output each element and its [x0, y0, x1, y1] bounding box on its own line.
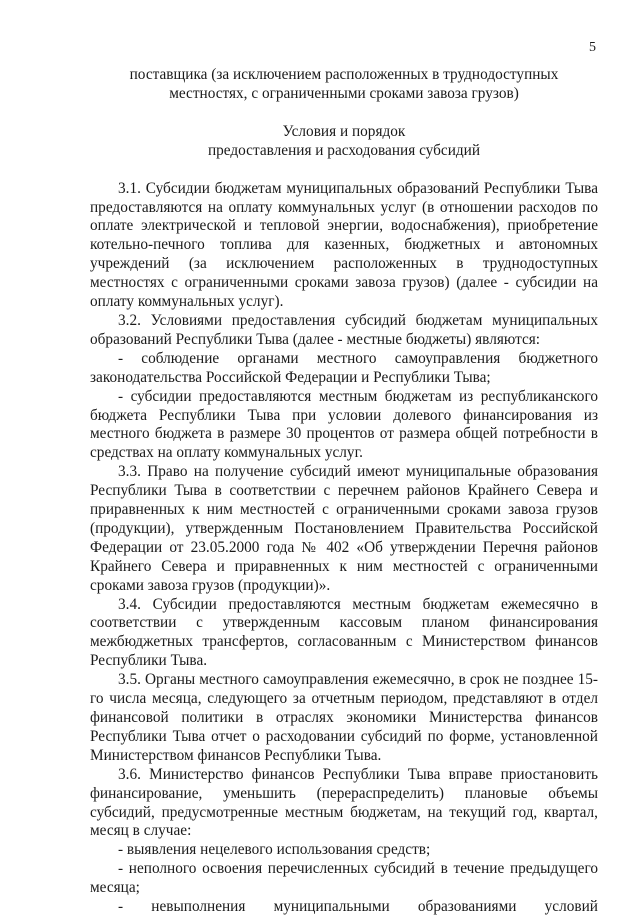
section-title-line-1: Условия и порядок — [282, 122, 406, 140]
spacer — [90, 161, 598, 180]
condition-item-2: - субсидии предоставляются местным бюджетам из республиканского бюджета Республики Тыва при условии долевого финансирования из местного бюджета в размере 30 процентов от размера общей потребности в средствах на оплату коммунальных услуг. — [90, 387, 598, 462]
case-item-3-word: условий — [544, 898, 598, 916]
case-item-3-word: образованиями — [417, 898, 517, 916]
paragraph-3-2: 3.2. Условиями предоставления субсидий бюджетам муниципальных образований Республики Тыва (далее - местные бюджеты) являются: — [90, 311, 598, 348]
spacer — [90, 104, 598, 123]
case-item-3-first-line — [90, 898, 598, 917]
page-number: 5 — [589, 40, 596, 55]
section-title-line-2: предоставления и расходования субсидий — [207, 141, 481, 159]
document-body — [90, 66, 598, 917]
heading-intro-line-1: поставщика (за исключением расположенных в труднодоступных — [129, 66, 559, 83]
case-item-1: - выявления нецелевого использования средств; — [118, 841, 431, 859]
heading-intro-line-2: местностях, с ограниченными сроками завоза грузов) — [169, 84, 519, 102]
paragraph-3-4: 3.4. Субсидии предоставляются местным бюджетам ежемесячно в соответствии с утвержденным кассовым планом финансирования межбюджетных трансфертов, согласованным с Министерством финансов Республики Тыва. — [90, 595, 598, 670]
paragraph-3-5: 3.5. Органы местного самоуправления ежемесячно, в срок не позднее 15-го числа месяца, следующего за отчетным периодом, представляют в отдел финансовой политики в отраслях экономики Министерства финансов Республики Тыва отчет о расходовании субсидий по форме, установленной Министерством финансов Республики Тыва. — [90, 671, 598, 764]
case-item-3-word: - — [118, 898, 124, 916]
condition-item-1: - соблюдение органами местного самоуправления бюджетного законодательства Российской Федерации и Республики Тыва; — [90, 349, 598, 386]
paragraph-3-3: 3.3. Право на получение субсидий имеют муниципальные образования Республики Тыва в соответствии с перечнем районов Крайнего Севера и приравненных к ним местностей с ограниченными сроками завоза грузов (продукции), утвержденным Постановлением Правительства Российской Федерации от 23.05.2000 года № 402 «Об утверждении Перечня районов Крайнего Севера и приравненных к ним местностей с ограниченными сроками завоза грузов (продукции)». — [90, 463, 598, 594]
paragraph-3-1: 3.1. Субсидии бюджетам муниципальных образований Республики Тыва предоставляются на оплату коммунальных услуг (в отношении расходов по оплате электрической и тепловой энергии, водоснабжения), приобретение котельно-печного топлива для казенных, бюджетных и автономных учреждений (за исключением расположенных в труднодоступных местностях с ограниченными сроками завоза грузов) (далее - субсидии на оплату коммунальных услуг). — [90, 179, 598, 311]
case-item-3-word: муниципальными — [273, 898, 390, 916]
case-item-3-word: невыполнения — [151, 898, 246, 916]
case-item-2: - неполного освоения перечисленных субсидий в течение предыдущего месяца; — [90, 860, 598, 897]
paragraph-3-6: 3.6. Министерство финансов Республики Тыва вправе приостановить финансирование, уменьшить (перераспределить) плановые объемы субсидий, предусмотренные местным бюджетам, на текущий год, квартал, месяц в случае: — [90, 765, 598, 840]
